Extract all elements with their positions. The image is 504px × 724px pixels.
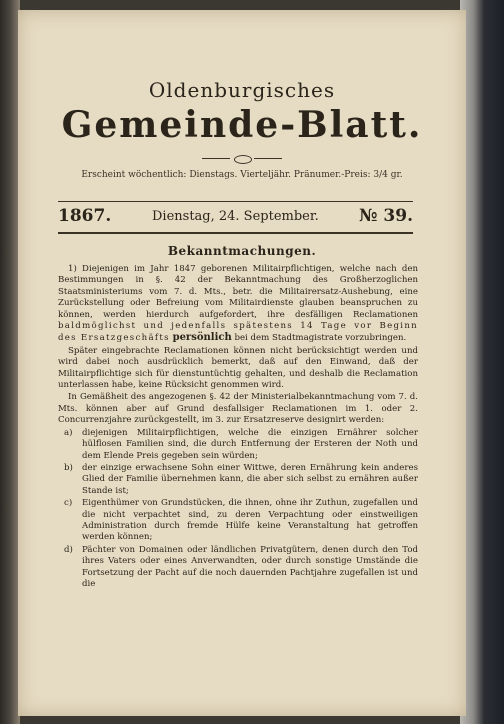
- bottom-rule: [58, 232, 413, 234]
- article-body: [58, 264, 418, 591]
- list-marker: b): [64, 462, 73, 473]
- list-marker: a): [64, 427, 73, 438]
- list-marker: d): [64, 544, 73, 555]
- ornament-dot: [234, 155, 252, 164]
- masthead-title: Gemeinde-Blatt.: [61, 104, 423, 146]
- list-item: [58, 463, 418, 497]
- issue-year: 1867.: [58, 206, 112, 226]
- list-item-text: Eigenthümer von Grundstücken, die ihnen, ohne ihr Zuthun, zugefallen und die nicht verpachtet sind, zu deren Verpachtung oder einstweiligen Administration durch fremde Hülfe keine Veranstaltung hat getroffen werden können;: [82, 498, 418, 543]
- masthead-subtitle: Oldenburgisches: [148, 78, 336, 102]
- ornament-line-right: [254, 158, 282, 159]
- paragraph-1: [58, 264, 418, 345]
- list-item-text: der einzige erwachsene Sohn einer Wittwe, deren Ernährung kein anderes Glied der Familie übernehmen kann, die aber sich selbst zu ernähren außer Stande ist;: [82, 462, 418, 496]
- list-item: [58, 428, 418, 462]
- dateline: [58, 206, 413, 228]
- ornament-divider: [202, 155, 282, 163]
- list-item: [58, 545, 418, 591]
- newspaper-page: [18, 10, 466, 716]
- paragraph-1-text-a: 1) Diejenigen im Jahr 1847 geborenen Militairpflichtigen, welche nach den Bestimmungen in §. 42 der Bekanntmachung des Großherzoglichen Staatsministeriums vom 7. d. Mts., betr. die Militairersatz-Aushebung, eine Zurückstellung oder Befreiung vom Militairdienste glauben beanspruchen zu können, werden hierdurch aufgefordert, ihre desfälligen Reclamationen: [58, 264, 418, 320]
- paragraph-3: In Gemäßheit des angezogenen §. 42 der Ministerialbekanntmachung vom 7. d. Mts. können aber auf Grund desfallsiger Reclamationen im 1. oder 2. Concurrenzjahre zurückgestellt, im 3. zur Ersatzreserve designirt werden:: [58, 392, 418, 426]
- paragraph-1-spaced: baldmöglichst und jedenfalls spätestens 14 Tage vor Beginn des Ersatzgeschäfts: [58, 321, 418, 344]
- ornament-line-left: [202, 158, 230, 159]
- list-item-text: diejenigen Militairpflichtigen, welche die einzigen Ernährer solcher hülflosen Familien sind, die durch Entfernung der Ersteren der Noth und dem Elende Preis gegeben sein würden;: [82, 427, 418, 461]
- section-title: Bekanntmachungen.: [167, 244, 317, 258]
- list-item: [58, 498, 418, 544]
- issue-number: № 39.: [359, 206, 413, 226]
- paragraph-1-text-b: bei dem Stadtmagistrate vorzubringen.: [234, 333, 407, 344]
- list-item-text: Pächter von Domainen oder ländlichen Privatgütern, denen durch den Tod ihres Vaters oder eines Anverwandten, oder durch sonstige Umstände die Fortsetzung der Pacht auf die noch dauernden Pachtjahre zugefallen ist und die: [82, 544, 418, 589]
- exemption-list: [58, 428, 418, 591]
- paragraph-2: Später eingebrachte Reclamationen können nicht berücksichtigt werden und wird dabei noch ausdrücklich bemerkt, daß auf den Einwand, daß der Militairpflichtige sich für dienstuntüchtig gehalten, und deshalb die Reclamation unterlassen habe, keine Rücksicht genommen wird.: [58, 345, 418, 391]
- book-spine: [0, 0, 20, 724]
- publication-info: Erscheint wöchentlich: Dienstags. Vierteljähr. Pränumer.-Preis: 3/4 gr.: [81, 170, 403, 180]
- paragraph-1-emphasis: persönlich: [172, 332, 232, 344]
- issue-date: Dienstag, 24. September.: [152, 209, 319, 224]
- list-marker: c): [64, 498, 73, 509]
- book-cover-edge: [460, 0, 504, 724]
- top-rule: [58, 201, 413, 202]
